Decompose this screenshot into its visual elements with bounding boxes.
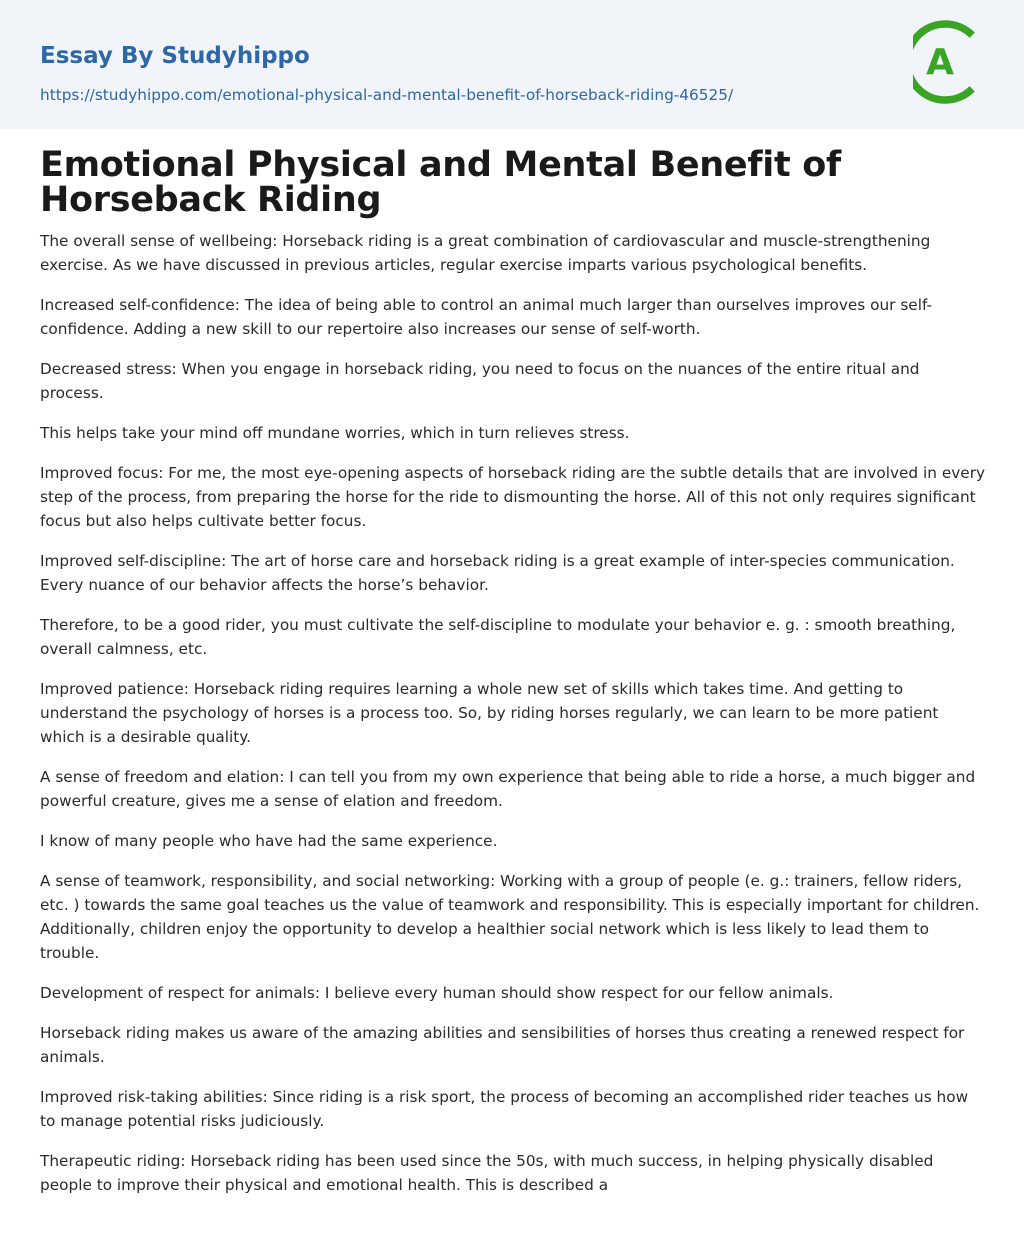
- article-paragraph: I know of many people who have had the same experience.: [40, 832, 498, 850]
- article-paragraph: Improved focus: For me, the most eye-opening aspects of horseback riding are the subtle details that are involved in every step of the process, from preparing the horse for the ride to dismounting the horse. All of this not only requires significant focus but also helps cultivate better focus.: [40, 464, 986, 530]
- logo-letter: A: [926, 42, 954, 83]
- site-header: [0, 0, 1024, 129]
- article-paragraph: Horseback riding makes us aware of the amazing abilities and sensibilities of horses thus creating a renewed respect for animals.: [40, 1024, 965, 1066]
- article-paragraph: Improved risk-taking abilities: Since riding is a risk sport, the process of becoming an accomplished rider teaches us how to manage potential risks judiciously.: [40, 1088, 969, 1130]
- source-url-link[interactable]: https://studyhippo.com/emotional-physical-and-mental-benefit-of-horseback-riding-46525/: [40, 86, 734, 104]
- article-title: Emotional Physical and Mental Benefit of Horseback Riding: [40, 145, 841, 220]
- article-paragraph: Decreased stress: When you engage in horseback riding, you need to focus on the nuances of the entire ritual and process.: [40, 360, 920, 402]
- article-paragraph: Improved self-discipline: The art of horse care and horseback riding is a great example of inter-species communication. Every nuance of our behavior affects the horse’s behavior.: [40, 552, 955, 594]
- article-paragraph: The overall sense of wellbeing: Horseback riding is a great combination of cardiovascular and muscle-strengthening exercise. As we have discussed in previous articles, regular exercise imparts various psychological benefits.: [40, 232, 931, 274]
- article-paragraph: A sense of freedom and elation: I can tell you from my own experience that being able to ride a horse, a much bigger and powerful creature, gives me a sense of elation and freedom.: [40, 768, 976, 810]
- article-paragraph: Therapeutic riding: Horseback riding has been used since the 50s, with much success, in helping physically disabled people to improve their physical and emotional health. This is described a: [40, 1152, 934, 1194]
- article-paragraph: Development of respect for animals: I believe every human should show respect for our fellow animals.: [40, 984, 834, 1002]
- article-paragraph: Improved patience: Horseback riding requires learning a whole new set of skills which takes time. And getting to understand the psychology of horses is a process too. So, by riding horses regularly, we can learn to be more patient which is a desirable quality.: [40, 680, 939, 746]
- article-paragraph: Increased self-confidence: The idea of being able to control an animal much larger than ourselves improves our self-confidence. Adding a new skill to our repertoire also increases our sense of self-worth.: [40, 296, 933, 338]
- studyhippo-logo-icon[interactable]: [913, 19, 987, 105]
- article-paragraph: This helps take your mind off mundane worries, which in turn relieves stress.: [40, 424, 630, 442]
- article-paragraph: A sense of teamwork, responsibility, and social networking: Working with a group of people (e. g.: trainers, fellow riders, etc. ) towards the same goal teaches us the value of teamwork and responsibility. This is especially important for children. Additionally, children enjoy the opportunity to develop a healthier social network which is less likely to lead them to trouble.: [40, 872, 980, 962]
- site-brand[interactable]: Essay By Studyhippo: [40, 43, 310, 69]
- article: [40, 145, 986, 1197]
- article-paragraph: Therefore, to be a good rider, you must cultivate the self-discipline to modulate your behavior e. g. : smooth breathing, overall calmness, etc.: [40, 616, 956, 658]
